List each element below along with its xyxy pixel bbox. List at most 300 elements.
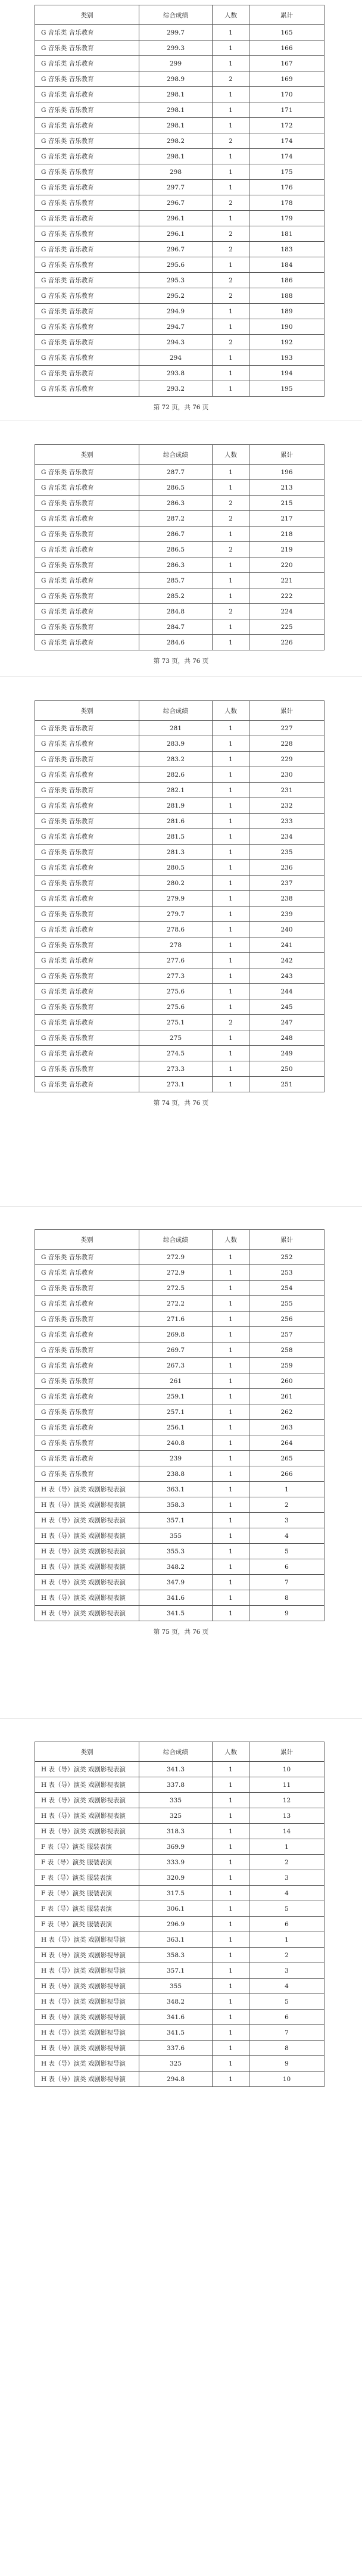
cell-cum: 3 <box>249 1513 324 1528</box>
cell-count: 1 <box>213 1077 249 1092</box>
page-1 <box>0 0 362 420</box>
table-row <box>35 118 324 133</box>
table-row <box>35 922 324 937</box>
cell-cum: 215 <box>249 496 324 511</box>
header-cumulative: 累计 <box>249 1230 324 1250</box>
cell-cum: 11 <box>249 1777 324 1793</box>
table-row <box>35 242 324 257</box>
cell-cat: G 音乐类 音乐教育 <box>35 984 139 999</box>
cell-cat: G 音乐类 音乐教育 <box>35 604 139 619</box>
cell-cum: 172 <box>249 118 324 133</box>
cell-count: 1 <box>213 1497 249 1513</box>
cell-cum: 259 <box>249 1358 324 1373</box>
cell-score: 277.3 <box>139 968 213 984</box>
cell-count: 1 <box>213 984 249 999</box>
table-row <box>35 783 324 798</box>
cell-count: 1 <box>213 1358 249 1373</box>
cell-cat: H 表（导）演类 戏剧影视导演 <box>35 1994 139 2010</box>
header-cumulative: 累计 <box>249 1742 324 1762</box>
table-row <box>35 366 324 381</box>
cell-count: 1 <box>213 588 249 604</box>
table-row <box>35 1015 324 1030</box>
cell-cum: 217 <box>249 511 324 527</box>
cell-cum: 230 <box>249 767 324 783</box>
cell-score: 280.2 <box>139 876 213 891</box>
cell-cat: G 音乐类 音乐教育 <box>35 1389 139 1404</box>
table-row <box>35 71 324 87</box>
cell-cum: 6 <box>249 2010 324 2025</box>
cell-cat: G 音乐类 音乐教育 <box>35 1061 139 1077</box>
table-row <box>35 1389 324 1404</box>
cell-score: 282.1 <box>139 783 213 798</box>
cell-count: 1 <box>213 891 249 907</box>
cell-cat: G 音乐类 音乐教育 <box>35 557 139 573</box>
table-row <box>35 588 324 604</box>
cell-score: 271.6 <box>139 1312 213 1327</box>
cell-cum: 170 <box>249 87 324 102</box>
cell-count: 1 <box>213 1046 249 1061</box>
table-row <box>35 1296 324 1312</box>
table-row <box>35 1777 324 1793</box>
cell-cat: G 音乐类 音乐教育 <box>35 1046 139 1061</box>
cell-cat: G 音乐类 音乐教育 <box>35 860 139 876</box>
cell-cat: H 表（导）演类 戏剧影视表演 <box>35 1793 139 1808</box>
cell-count: 1 <box>213 381 249 397</box>
cell-count: 1 <box>213 2010 249 2025</box>
cell-cum: 248 <box>249 1030 324 1046</box>
table-row <box>35 1030 324 1046</box>
cell-cat: G 音乐类 音乐教育 <box>35 1466 139 1482</box>
cell-score: 306.1 <box>139 1901 213 1917</box>
table-row <box>35 845 324 860</box>
cell-count: 1 <box>213 149 249 164</box>
header-count: 人数 <box>213 5 249 25</box>
cell-score: 348.2 <box>139 1994 213 2010</box>
table-row <box>35 56 324 71</box>
cell-cat: G 音乐类 音乐教育 <box>35 1296 139 1312</box>
cell-cat: G 音乐类 音乐教育 <box>35 41 139 56</box>
cell-score: 281.6 <box>139 814 213 829</box>
page-5 <box>0 1718 362 2576</box>
cell-cum: 192 <box>249 335 324 350</box>
cell-count: 1 <box>213 1948 249 1963</box>
cell-score: 281.9 <box>139 798 213 814</box>
cell-cat: G 音乐类 音乐教育 <box>35 1030 139 1046</box>
cell-cat: G 音乐类 音乐教育 <box>35 195 139 211</box>
table-row <box>35 1342 324 1358</box>
cell-count: 1 <box>213 2056 249 2072</box>
cell-cum: 238 <box>249 891 324 907</box>
cell-cum: 184 <box>249 257 324 273</box>
table-row <box>35 1559 324 1575</box>
page-4 <box>0 1206 362 1718</box>
cell-score: 299.7 <box>139 25 213 41</box>
cell-count: 2 <box>213 133 249 149</box>
cell-score: 337.6 <box>139 2041 213 2056</box>
cell-cat: G 音乐类 音乐教育 <box>35 133 139 149</box>
table-row <box>35 1808 324 1824</box>
table-row <box>35 1077 324 1092</box>
cell-score: 280.5 <box>139 860 213 876</box>
table-row <box>35 876 324 891</box>
table-row <box>35 350 324 366</box>
cell-cum: 174 <box>249 133 324 149</box>
cell-score: 286.7 <box>139 527 213 542</box>
table-row <box>35 891 324 907</box>
table-row <box>35 511 324 527</box>
cell-count: 1 <box>213 953 249 968</box>
table-row <box>35 381 324 397</box>
table-row <box>35 527 324 542</box>
cell-score: 296.1 <box>139 211 213 226</box>
table-row <box>35 1451 324 1466</box>
cell-score: 294.3 <box>139 335 213 350</box>
cell-cat: G 音乐类 音乐教育 <box>35 242 139 257</box>
cell-cum: 175 <box>249 164 324 180</box>
cell-cat: G 音乐类 音乐教育 <box>35 1451 139 1466</box>
cell-cat: G 音乐类 音乐教育 <box>35 273 139 288</box>
cell-cat: G 音乐类 音乐教育 <box>35 381 139 397</box>
cell-cum: 2 <box>249 1497 324 1513</box>
table-row <box>35 195 324 211</box>
cell-score: 277.6 <box>139 953 213 968</box>
cell-cat: G 音乐类 音乐教育 <box>35 1281 139 1296</box>
cell-cum: 222 <box>249 588 324 604</box>
cell-cat: G 音乐类 音乐教育 <box>35 752 139 767</box>
cell-count: 1 <box>213 1373 249 1389</box>
header-cumulative: 累计 <box>249 5 324 25</box>
cell-cum: 266 <box>249 1466 324 1482</box>
cell-count: 2 <box>213 226 249 242</box>
table-header-row <box>35 5 324 25</box>
table-row <box>35 1497 324 1513</box>
cell-count: 1 <box>213 798 249 814</box>
cell-count: 1 <box>213 87 249 102</box>
table-row <box>35 1917 324 1932</box>
cell-cum: 233 <box>249 814 324 829</box>
cell-cum: 5 <box>249 1994 324 2010</box>
cell-cum: 4 <box>249 1886 324 1901</box>
cell-count: 1 <box>213 1917 249 1932</box>
cell-score: 347.9 <box>139 1575 213 1590</box>
cell-cum: 189 <box>249 304 324 319</box>
table-row <box>35 211 324 226</box>
header-category: 类别 <box>35 1742 139 1762</box>
score-table <box>35 700 324 1092</box>
cell-cum: 258 <box>249 1342 324 1358</box>
score-table <box>35 1742 324 2087</box>
cell-cat: H 表（导）演类 戏剧影视导演 <box>35 1963 139 1979</box>
cell-cum: 249 <box>249 1046 324 1061</box>
cell-score: 317.5 <box>139 1886 213 1901</box>
table-row <box>35 1979 324 1994</box>
table-row <box>35 335 324 350</box>
cell-score: 286.5 <box>139 480 213 496</box>
table-row <box>35 1886 324 1901</box>
cell-cat: H 表（导）演类 戏剧影视导演 <box>35 2041 139 2056</box>
table-row <box>35 133 324 149</box>
cell-cat: G 音乐类 音乐教育 <box>35 953 139 968</box>
cell-count: 1 <box>213 619 249 635</box>
cell-cat: G 音乐类 音乐教育 <box>35 465 139 480</box>
table-row <box>35 41 324 56</box>
table-row <box>35 2056 324 2072</box>
cell-cum: 235 <box>249 845 324 860</box>
table-row <box>35 1870 324 1886</box>
cell-cat: G 音乐类 音乐教育 <box>35 876 139 891</box>
score-table <box>35 444 324 650</box>
cell-count: 1 <box>213 56 249 71</box>
cell-cum: 181 <box>249 226 324 242</box>
cell-count: 1 <box>213 1342 249 1358</box>
cell-count: 1 <box>213 1870 249 1886</box>
cell-cat: G 音乐类 音乐教育 <box>35 257 139 273</box>
header-score: 综合成绩 <box>139 1230 213 1250</box>
cell-cat: H 表（导）演类 戏剧影视表演 <box>35 1762 139 1777</box>
cell-cum: 12 <box>249 1793 324 1808</box>
cell-cat: H 表（导）演类 戏剧影视表演 <box>35 1559 139 1575</box>
table-row <box>35 1061 324 1077</box>
cell-cum: 195 <box>249 381 324 397</box>
table-row <box>35 814 324 829</box>
cell-score: 275.6 <box>139 999 213 1015</box>
cell-count: 1 <box>213 767 249 783</box>
cell-cat: H 表（导）演类 戏剧影视导演 <box>35 1948 139 1963</box>
cell-score: 296.9 <box>139 1917 213 1932</box>
table-row <box>35 1404 324 1420</box>
cell-cat: G 音乐类 音乐教育 <box>35 164 139 180</box>
cell-count: 1 <box>213 465 249 480</box>
cell-count: 2 <box>213 604 249 619</box>
cell-cum: 7 <box>249 1575 324 1590</box>
cell-count: 1 <box>213 1420 249 1435</box>
cell-cat: G 音乐类 音乐教育 <box>35 1265 139 1281</box>
cell-count: 1 <box>213 1963 249 1979</box>
header-score: 综合成绩 <box>139 1742 213 1762</box>
cell-cum: 264 <box>249 1435 324 1451</box>
cell-cat: G 音乐类 音乐教育 <box>35 226 139 242</box>
header-category: 类别 <box>35 445 139 465</box>
table-row <box>35 1994 324 2010</box>
table-row <box>35 304 324 319</box>
cell-cat: G 音乐类 音乐教育 <box>35 180 139 195</box>
cell-cat: G 音乐类 音乐教育 <box>35 335 139 350</box>
header-score: 综合成绩 <box>139 701 213 721</box>
cell-cat: G 音乐类 音乐教育 <box>35 968 139 984</box>
cell-cum: 261 <box>249 1389 324 1404</box>
table-header-row <box>35 445 324 465</box>
cell-count: 1 <box>213 845 249 860</box>
cell-score: 363.1 <box>139 1932 213 1948</box>
cell-cum: 178 <box>249 195 324 211</box>
cell-score: 272.9 <box>139 1265 213 1281</box>
cell-cat: G 音乐类 音乐教育 <box>35 922 139 937</box>
cell-cum: 3 <box>249 1963 324 1979</box>
header-score: 综合成绩 <box>139 445 213 465</box>
cell-cum: 255 <box>249 1296 324 1312</box>
cell-score: 341.5 <box>139 2025 213 2041</box>
cell-score: 298.1 <box>139 149 213 164</box>
cell-cum: 6 <box>249 1559 324 1575</box>
cell-cum: 14 <box>249 1824 324 1839</box>
cell-score: 298.1 <box>139 118 213 133</box>
cell-score: 286.3 <box>139 557 213 573</box>
cell-count: 1 <box>213 1327 249 1342</box>
cell-count: 1 <box>213 829 249 845</box>
table-row <box>35 1265 324 1281</box>
cell-cum: 240 <box>249 922 324 937</box>
cell-count: 2 <box>213 511 249 527</box>
cell-cat: G 音乐类 音乐教育 <box>35 1404 139 1420</box>
cell-score: 286.3 <box>139 496 213 511</box>
table-row <box>35 1482 324 1497</box>
cell-score: 294 <box>139 350 213 366</box>
cell-count: 1 <box>213 1281 249 1296</box>
cell-score: 363.1 <box>139 1482 213 1497</box>
cell-score: 281.3 <box>139 845 213 860</box>
table-row <box>35 1281 324 1296</box>
cell-count: 2 <box>213 195 249 211</box>
cell-cat: G 音乐类 音乐教育 <box>35 619 139 635</box>
cell-score: 287.7 <box>139 465 213 480</box>
page-footer: 第 75 页，共 76 页 <box>153 1628 209 1636</box>
cell-score: 296.7 <box>139 242 213 257</box>
cell-cum: 256 <box>249 1312 324 1327</box>
cell-cat: G 音乐类 音乐教育 <box>35 1358 139 1373</box>
cell-cat: G 音乐类 音乐教育 <box>35 1250 139 1265</box>
cell-score: 295.2 <box>139 288 213 304</box>
cell-score: 357.1 <box>139 1963 213 1979</box>
cell-score: 341.3 <box>139 1762 213 1777</box>
cell-cum: 239 <box>249 907 324 922</box>
cell-cum: 186 <box>249 273 324 288</box>
cell-cat: F 表（导）演类 服装表演 <box>35 1870 139 1886</box>
header-cumulative: 累计 <box>249 701 324 721</box>
cell-count: 1 <box>213 1979 249 1994</box>
cell-score: 238.8 <box>139 1466 213 1482</box>
cell-count: 1 <box>213 1901 249 1917</box>
cell-count: 2 <box>213 496 249 511</box>
cell-score: 278 <box>139 937 213 953</box>
table-row <box>35 102 324 118</box>
cell-score: 272.5 <box>139 1281 213 1296</box>
cell-cum: 13 <box>249 1808 324 1824</box>
cell-score: 275 <box>139 1030 213 1046</box>
table-row <box>35 635 324 650</box>
table-row <box>35 496 324 511</box>
cell-count: 1 <box>213 635 249 650</box>
cell-cum: 194 <box>249 366 324 381</box>
cell-cum: 229 <box>249 752 324 767</box>
table-row <box>35 767 324 783</box>
table-row <box>35 953 324 968</box>
header-count: 人数 <box>213 445 249 465</box>
cell-cum: 213 <box>249 480 324 496</box>
cell-score: 285.7 <box>139 573 213 588</box>
cell-cum: 241 <box>249 937 324 953</box>
cell-cum: 220 <box>249 557 324 573</box>
cell-score: 293.2 <box>139 381 213 397</box>
table-row <box>35 465 324 480</box>
cell-cum: 7 <box>249 2025 324 2041</box>
cell-score: 355 <box>139 1528 213 1544</box>
cell-cum: 4 <box>249 1528 324 1544</box>
cell-count: 1 <box>213 1482 249 1497</box>
cell-cum: 171 <box>249 102 324 118</box>
table-row <box>35 1544 324 1559</box>
table-header-row <box>35 1230 324 1250</box>
cell-cat: G 音乐类 音乐教育 <box>35 480 139 496</box>
cell-cat: G 音乐类 音乐教育 <box>35 736 139 752</box>
table-header-row <box>35 701 324 721</box>
table-row <box>35 1327 324 1342</box>
cell-count: 1 <box>213 1404 249 1420</box>
table-row <box>35 619 324 635</box>
cell-count: 1 <box>213 1994 249 2010</box>
cell-cum: 252 <box>249 1250 324 1265</box>
table-row <box>35 752 324 767</box>
cell-count: 1 <box>213 25 249 41</box>
cell-cum: 169 <box>249 71 324 87</box>
cell-cum: 219 <box>249 542 324 557</box>
table-row <box>35 164 324 180</box>
cell-score: 274.5 <box>139 1046 213 1061</box>
header-score: 综合成绩 <box>139 5 213 25</box>
cell-count: 2 <box>213 273 249 288</box>
table-row <box>35 1855 324 1870</box>
cell-score: 358.3 <box>139 1948 213 1963</box>
cell-score: 239 <box>139 1451 213 1466</box>
cell-score: 294.8 <box>139 2072 213 2087</box>
cell-score: 297.7 <box>139 180 213 195</box>
cell-count: 2 <box>213 71 249 87</box>
cell-score: 240.8 <box>139 1435 213 1451</box>
table-header-row <box>35 1742 324 1762</box>
table-row <box>35 937 324 953</box>
cell-cum: 242 <box>249 953 324 968</box>
table-row <box>35 1793 324 1808</box>
cell-score: 272.9 <box>139 1250 213 1265</box>
cell-count: 1 <box>213 1762 249 1777</box>
cell-count: 1 <box>213 1932 249 1948</box>
cell-cat: G 音乐类 音乐教育 <box>35 891 139 907</box>
cell-count: 1 <box>213 1312 249 1327</box>
table-row <box>35 319 324 335</box>
cell-count: 1 <box>213 860 249 876</box>
cell-score: 333.9 <box>139 1855 213 1870</box>
cell-cum: 190 <box>249 319 324 335</box>
cell-cat: G 音乐类 音乐教育 <box>35 798 139 814</box>
cell-count: 1 <box>213 2072 249 2087</box>
cell-cat: G 音乐类 音乐教育 <box>35 1373 139 1389</box>
table-row <box>35 798 324 814</box>
cell-cat: G 音乐类 音乐教育 <box>35 496 139 511</box>
cell-cum: 196 <box>249 465 324 480</box>
table-row <box>35 1824 324 1839</box>
cell-cum: 263 <box>249 1420 324 1435</box>
header-count: 人数 <box>213 1230 249 1250</box>
cell-cat: H 表（导）演类 戏剧影视表演 <box>35 1808 139 1824</box>
cell-score: 279.9 <box>139 891 213 907</box>
cell-cum: 9 <box>249 1606 324 1621</box>
cell-count: 1 <box>213 1389 249 1404</box>
cell-cat: F 表（导）演类 服装表演 <box>35 1901 139 1917</box>
table-row <box>35 1528 324 1544</box>
table-row <box>35 2072 324 2087</box>
cell-cum: 234 <box>249 829 324 845</box>
cell-score: 256.1 <box>139 1420 213 1435</box>
table-row <box>35 25 324 41</box>
